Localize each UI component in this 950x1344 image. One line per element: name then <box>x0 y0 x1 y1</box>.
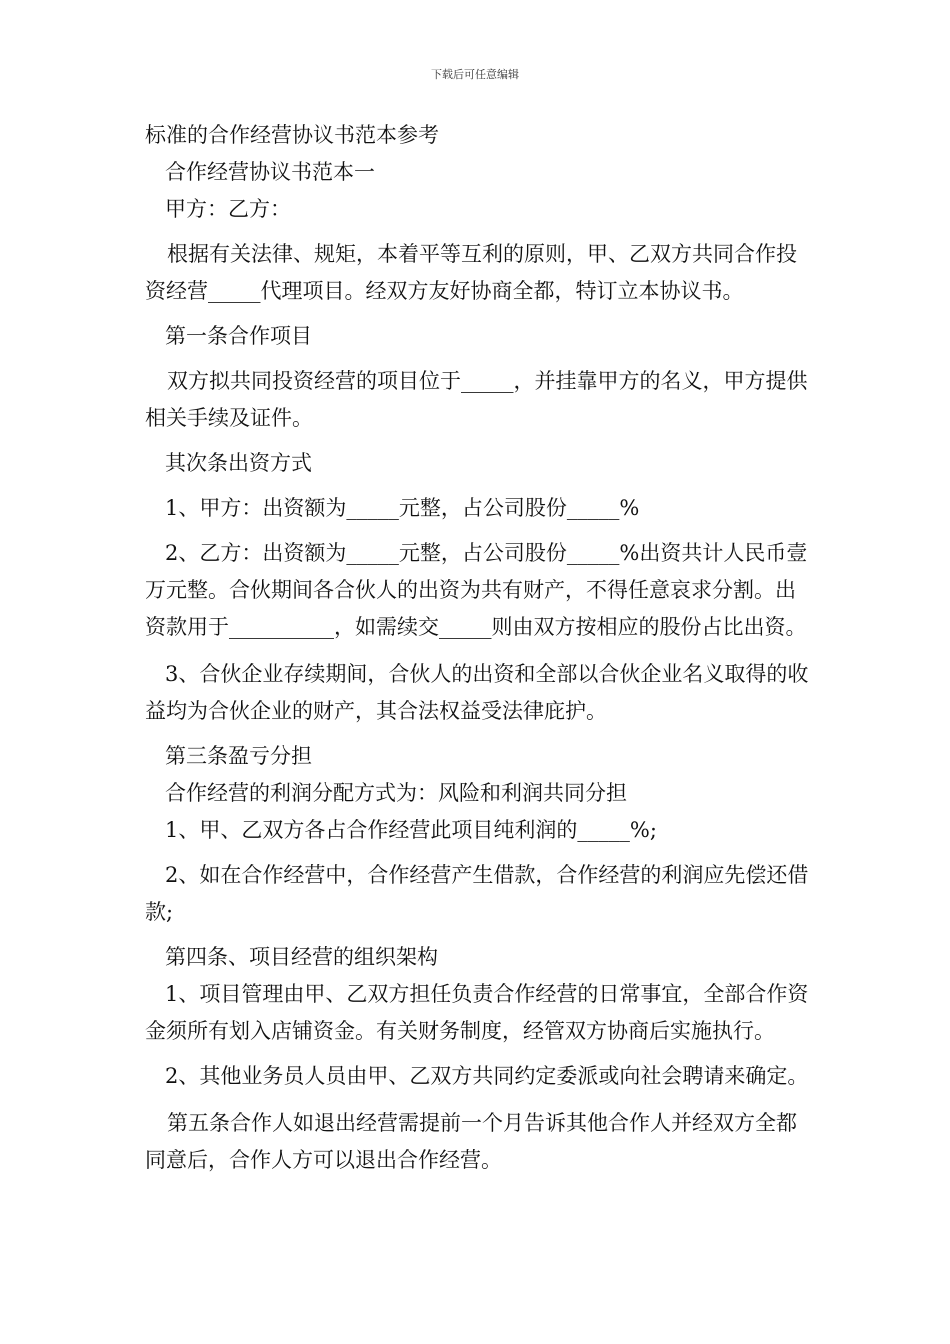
article-4-title: 第四条、项目经营的组织架构 <box>165 945 438 969</box>
article-3-title: 第三条盈亏分担 <box>165 744 312 768</box>
article-2-item-3: 3、合伙企业存续期间，合伙人的出资和全部以合伙企业名义取得的收益均为合伙企业的财产，其合法权益受法律庇护。 <box>145 662 809 723</box>
article-1-title: 第一条合作项目 <box>165 324 312 348</box>
intro-paragraph: 根据有关法律、规矩，本着平等互利的原则，甲、乙双方共同合作投资经营_____代理项目。经双方友好协商全都，特订立本协议书。 <box>145 242 797 303</box>
document-title: 标准的合作经营协议书范本参考 <box>145 123 439 147</box>
document-body <box>145 117 813 1179</box>
article-1-text: 双方拟共同投资经营的项目位于_____，并挂靠甲方的名义，甲方提供相关手续及证件。 <box>145 369 808 430</box>
article-3-item-2: 2、如在合作经营中，合作经营产生借款，合作经营的利润应先偿还借款; <box>145 863 809 924</box>
article-2-title: 其次条出资方式 <box>165 451 312 475</box>
article-3-item-1: 1、甲、乙双方各占合作经营此项目纯利润的_____%; <box>165 818 657 842</box>
article-4-item-2: 2、其他业务员人员由甲、乙双方共同约定委派或向社会聘请来确定。 <box>165 1064 809 1088</box>
document-subtitle: 合作经营协议书范本一 <box>165 160 375 184</box>
article-4-item-1: 1、项目管理由甲、乙双方担任负责合作经营的日常事宜，全部合作资金须所有划入店铺资金。有关财务制度，经管双方协商后实施执行。 <box>145 982 809 1043</box>
article-3-text: 合作经营的利润分配方式为：风险和利润共同分担 <box>165 781 627 805</box>
article-2-item-2: 2、乙方：出资额为_____元整，占公司股份_____%出资共计人民币壹万元整。合伙期间各合伙人的出资为共有财产，不得任意哀求分割。出资款用于__________，如需续交_____则由双方按相应的股份占比出资。 <box>145 541 808 639</box>
article-2-item-1: 1、甲方：出资额为_____元整，占公司股份_____% <box>165 496 640 520</box>
article-5-text: 第五条合作人如退出经营需提前一个月告诉其他合作人并经双方全都同意后，合作人方可以退出合作经营。 <box>145 1111 797 1172</box>
parties-line: 甲方：乙方： <box>165 197 291 221</box>
page-header-note: 下载后可任意编辑 <box>431 68 519 81</box>
